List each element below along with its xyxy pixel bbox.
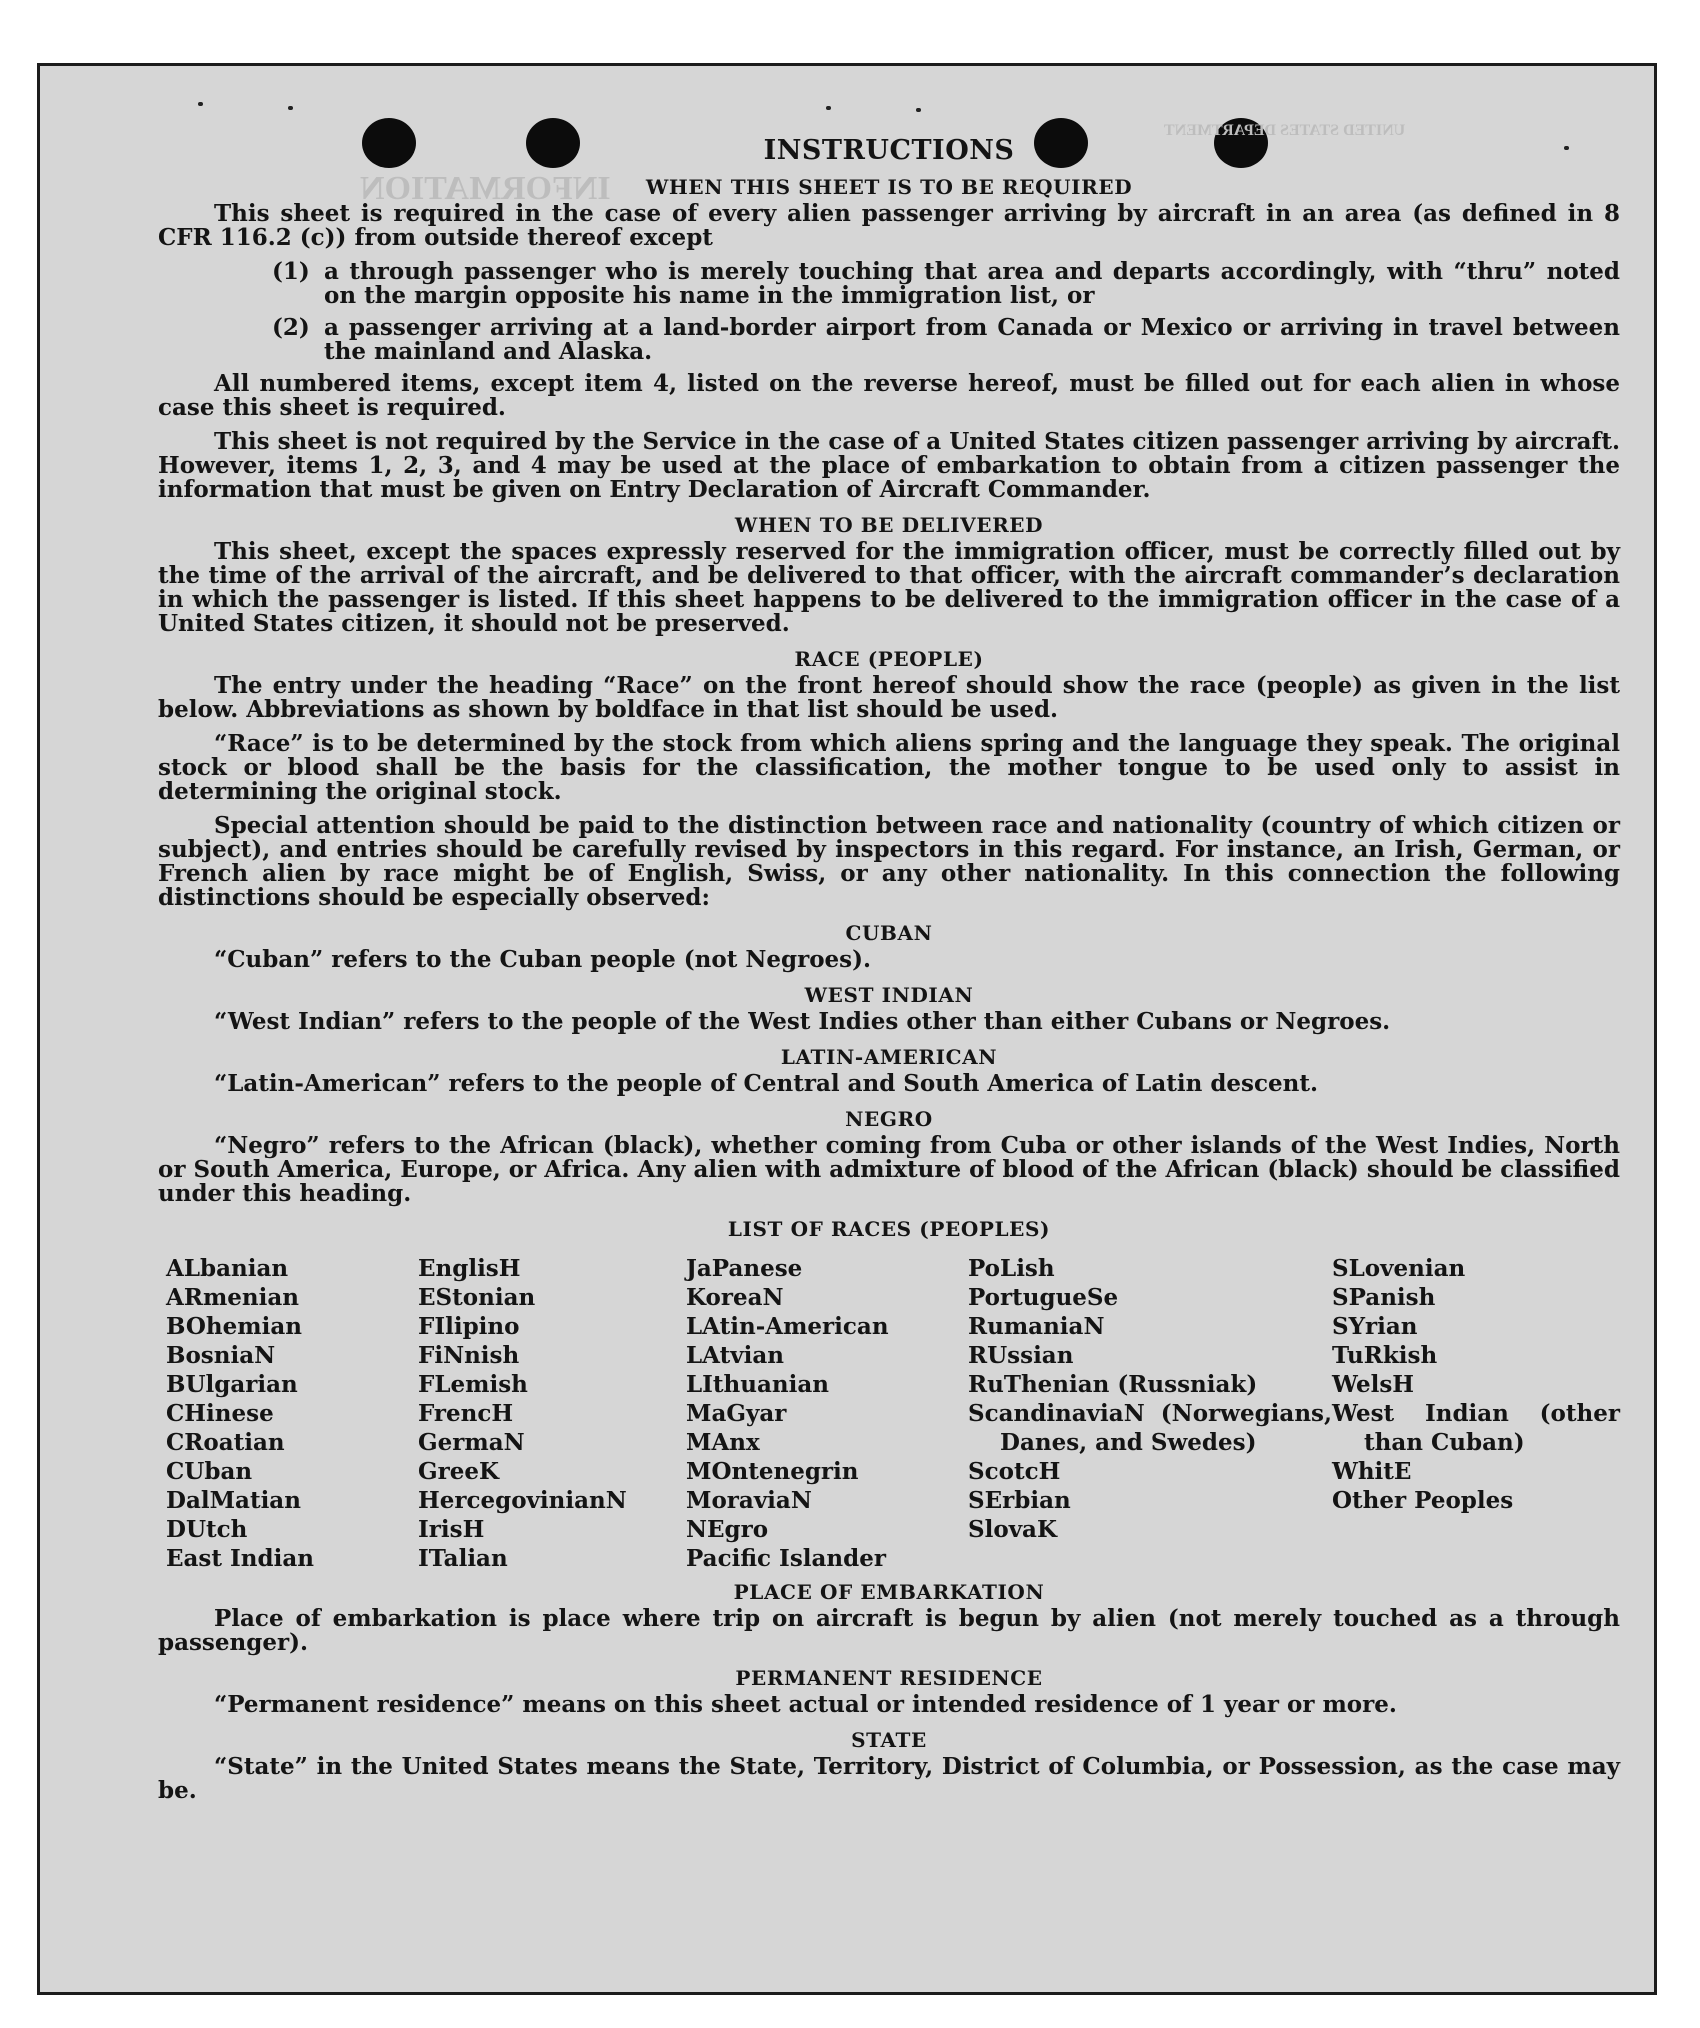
heading-latin-american: LATIN-AMERICAN xyxy=(780,1045,998,1069)
race-entry: FrencH xyxy=(418,1400,514,1427)
paragraph: “Latin-American” refers to the people of Central and South America of Latin descent. xyxy=(214,1070,1318,1097)
item-text: a passenger arriving at a land-border airport from Canada or Mexico or arriving in travel between the mainland and Alaska. xyxy=(324,314,1620,365)
race-column xyxy=(1332,1254,1620,1573)
race-entry: LAtin-American xyxy=(686,1313,889,1340)
heading-cuban: CUBAN xyxy=(845,921,933,945)
race-entry: PortugueSe xyxy=(968,1284,1119,1311)
paragraph: “Race” is to be determined by the stock from which aliens spring and the language they speak. The original stock or blood shall be the basis for the classification, the mother tongue to be used only to assist in determining the original stock. xyxy=(158,730,1620,805)
heading-west-indian: WEST INDIAN xyxy=(804,983,974,1007)
list-item xyxy=(158,260,1620,308)
race-entry: SlovaK xyxy=(968,1516,1057,1543)
race-entry: FLemish xyxy=(418,1371,528,1398)
race-entry: ALbanian xyxy=(166,1255,289,1282)
paragraph: “Permanent residence” means on this sheet actual or intended residence of 1 year or more. xyxy=(214,1691,1397,1718)
race-column xyxy=(968,1254,1332,1573)
race-entry: HercegovinianN xyxy=(418,1487,627,1514)
paragraph: “West Indian” refers to the people of the West Indies other than either Cubans or Negroes. xyxy=(214,1008,1391,1035)
speck xyxy=(826,106,831,110)
race-entry: DalMatian xyxy=(166,1487,301,1514)
heading-required: WHEN THIS SHEET IS TO BE REQUIRED xyxy=(645,175,1133,199)
heading-delivered: WHEN TO BE DELIVERED xyxy=(734,513,1044,537)
heading-embarkation: PLACE OF EMBARKATION xyxy=(733,1580,1045,1604)
race-entry: CRoatian xyxy=(166,1429,285,1456)
race-entry: FIlipino xyxy=(418,1313,520,1340)
race-entry: DUtch xyxy=(166,1516,248,1543)
race-entry: Pacific Islander xyxy=(686,1545,886,1572)
race-entry: PoLish xyxy=(968,1255,1055,1282)
heading-race: RACE (PEOPLE) xyxy=(794,647,984,671)
race-entry: FiNnish xyxy=(418,1342,520,1369)
bleed-through-text: INFORMATION xyxy=(360,170,611,207)
paragraph: “State” in the United States means the State, Territory, District of Columbia, or Possession, as the case may be. xyxy=(158,1753,1620,1804)
race-entry: EStonian xyxy=(418,1284,536,1311)
instructions-body xyxy=(158,134,1620,1813)
race-entry: ScotcH xyxy=(968,1458,1061,1485)
heading-state: STATE xyxy=(851,1728,927,1752)
race-entry: Other Peoples xyxy=(1332,1487,1514,1514)
race-entry: MoraviaN xyxy=(686,1487,812,1514)
paragraph: This sheet is required in the case of every alien passenger arriving by aircraft in an area (as defined in 8 CFR 116.2 (c)) from outside thereof except xyxy=(158,200,1620,251)
race-list xyxy=(166,1254,1620,1573)
heading-permanent-residence: PERMANENT RESIDENCE xyxy=(735,1666,1043,1690)
race-entry: MaGyar xyxy=(686,1400,787,1427)
speck xyxy=(288,106,293,110)
bleed-through-text: UNITED STATES DEPARTMENT xyxy=(1164,122,1406,139)
item-number: (2) xyxy=(272,314,310,341)
race-entry: SLovenian xyxy=(1332,1255,1466,1282)
race-entry: SErbian xyxy=(968,1487,1071,1514)
paragraph: This sheet, except the spaces expressly reserved for the immigration officer, must be correctly filled out by the time of the arrival of the aircraft, and be delivered to that officer, with the aircraft commander’s declaration in which the passenger is listed. If this sheet happens to be delivered to the immigration officer in the case of a United States citizen, it should not be preserved. xyxy=(158,538,1620,637)
speck xyxy=(916,108,921,112)
race-entry: RUssian xyxy=(968,1342,1074,1369)
item-number: (1) xyxy=(272,258,310,285)
paragraph: Special attention should be paid to the distinction between race and nationality (country of which citizen or subject), and entries should be carefully revised by inspectors in this regard. For instance, an Irish, German, or French alien by race might be of English, Swiss, or any other nationality. In this connection the following distinctions should be especially observed: xyxy=(158,812,1620,911)
page-title: INSTRUCTIONS xyxy=(763,135,1015,166)
item-text: a through passenger who is merely touching that area and departs accordingly, with “thru” noted on the margin opposite his name in the immigration list, or xyxy=(324,258,1620,309)
race-entry: MAnx xyxy=(686,1429,760,1456)
race-entry: SYrian xyxy=(1332,1313,1418,1340)
race-entry: East Indian xyxy=(166,1545,314,1572)
speck xyxy=(198,102,203,106)
paragraph: “Cuban” refers to the Cuban people (not Negroes). xyxy=(214,946,872,973)
paragraph: This sheet is not required by the Service in the case of a United States citizen passenger arriving by aircraft. However, items 1, 2, 3, and 4 may be used at the place of embarkation to obtain from a citizen passenger the information that must be given on Entry Declaration of Aircraft Commander. xyxy=(158,428,1620,503)
race-entry: WhitE xyxy=(1332,1458,1412,1485)
race-entry: LAtvian xyxy=(686,1342,784,1369)
race-entry: EnglisH xyxy=(418,1255,521,1282)
heading-list-of-races: LIST OF RACES (PEOPLES) xyxy=(727,1217,1051,1241)
paragraph: “Negro” refers to the African (black), whether coming from Cuba or other islands of the West Indies, North or South America, Europe, or Africa. Any alien with admixture of blood of the African (black) should be classified under this heading. xyxy=(158,1132,1620,1207)
race-column xyxy=(166,1254,418,1573)
race-entry: ScandinaviaN (Norwegians, Danes, and Swedes) xyxy=(968,1400,1332,1456)
race-entry: SPanish xyxy=(1332,1284,1436,1311)
race-entry: CUban xyxy=(166,1458,253,1485)
race-column xyxy=(418,1254,686,1573)
race-entry: RumaniaN xyxy=(968,1313,1105,1340)
race-entry: BUlgarian xyxy=(166,1371,298,1398)
race-entry: TuRkish xyxy=(1332,1342,1438,1369)
list-item xyxy=(158,316,1620,364)
race-entry: JaPanese xyxy=(686,1255,803,1282)
race-entry: GreeK xyxy=(418,1458,500,1485)
document-page xyxy=(40,66,1654,1992)
race-column xyxy=(686,1254,968,1573)
race-entry: BosniaN xyxy=(166,1342,276,1369)
race-entry: BOhemian xyxy=(166,1313,302,1340)
race-entry: KoreaN xyxy=(686,1284,784,1311)
heading-negro: NEGRO xyxy=(845,1107,933,1131)
race-entry: RuThenian (Russniak) xyxy=(968,1371,1258,1398)
race-entry: CHinese xyxy=(166,1400,274,1427)
paragraph: All numbered items, except item 4, listed on the reverse hereof, must be filled out for each alien in whose case this sheet is required. xyxy=(158,370,1620,421)
race-entry: ARmenian xyxy=(166,1284,300,1311)
paragraph: Place of embarkation is place where trip on aircraft is begun by alien (not merely touched as a through passenger). xyxy=(158,1605,1620,1656)
race-entry: West Indian (other than Cuban) xyxy=(1332,1400,1620,1456)
race-entry: LIthuanian xyxy=(686,1371,829,1398)
race-entry: ITalian xyxy=(418,1545,508,1572)
paragraph: The entry under the heading “Race” on the front hereof should show the race (people) as given in the list below. Abbreviations as shown by boldface in that list should be used. xyxy=(158,672,1620,723)
race-entry: GermaN xyxy=(418,1429,525,1456)
race-entry: WelsH xyxy=(1332,1371,1415,1398)
race-entry: IrisH xyxy=(418,1516,485,1543)
race-entry: NEgro xyxy=(686,1516,769,1543)
race-entry: MOntenegrin xyxy=(686,1458,859,1485)
